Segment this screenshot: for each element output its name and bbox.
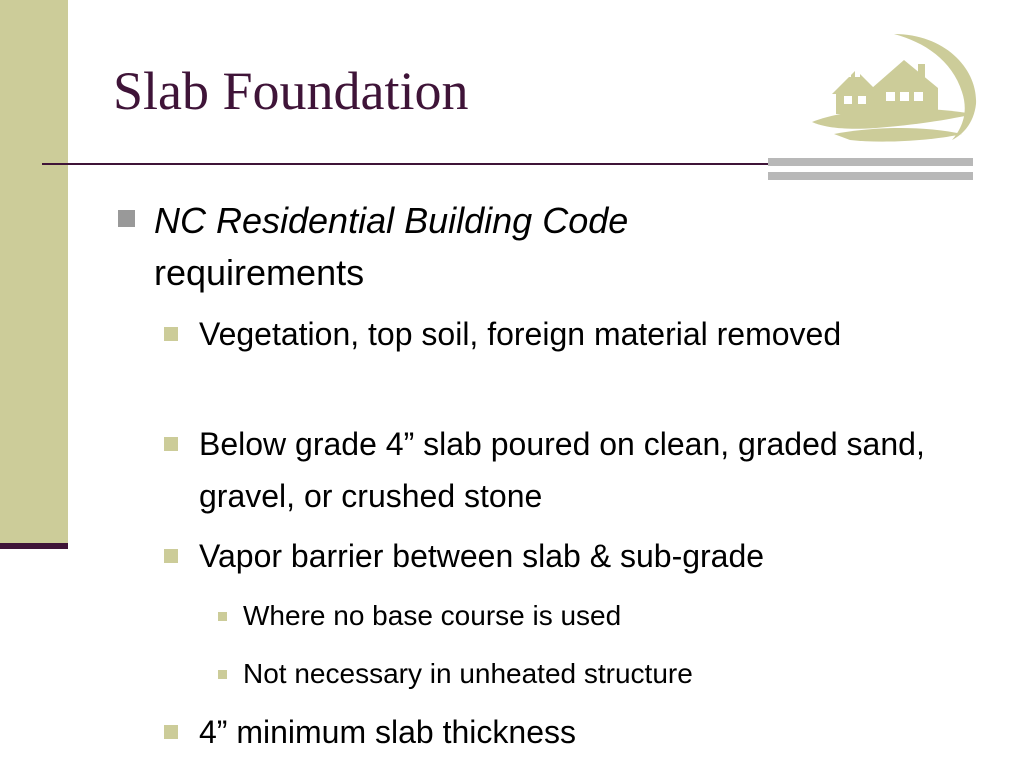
slide-title: Slab Foundation	[113, 61, 469, 121]
bullet-minimum-thickness	[164, 706, 934, 758]
bullet-text: Not necessary in unheated structure	[243, 658, 693, 689]
square-bullet-icon	[118, 210, 135, 227]
square-bullet-icon	[164, 725, 178, 739]
bullet-vegetation-removed	[164, 308, 934, 360]
bullet-unheated-structure	[218, 646, 918, 702]
square-bullet-icon	[164, 549, 178, 563]
bullet-text: 4” minimum slab thickness	[199, 714, 576, 750]
bullet-text: Vegetation, top soil, foreign material removed	[199, 316, 842, 352]
bullet-text: Where no base course is used	[243, 600, 622, 631]
house-logo-icon	[806, 30, 981, 152]
square-bullet-icon	[218, 670, 227, 679]
bullet-text: Below grade 4” slab poured on clean, graded sand, gravel, or crushed stone	[199, 426, 925, 514]
side-accent-bar-base	[0, 543, 68, 549]
square-bullet-icon	[164, 437, 178, 451]
bullet-no-base-course	[218, 588, 918, 644]
accent-rule-top	[768, 158, 973, 166]
bullet-below-grade-slab	[164, 418, 934, 522]
bullet-text-italic: NC Residential Building Code	[154, 200, 629, 241]
accent-rule-bottom	[768, 172, 973, 180]
square-bullet-icon	[218, 612, 227, 621]
side-accent-bar	[0, 0, 68, 544]
bullet-text	[154, 195, 628, 299]
bullet-text-rest: requirements	[154, 252, 365, 293]
bullet-code-requirements	[118, 195, 838, 299]
square-bullet-icon	[164, 327, 178, 341]
bullet-text: Vapor barrier between slab & sub-grade	[199, 538, 765, 574]
bullet-vapor-barrier	[164, 530, 934, 582]
